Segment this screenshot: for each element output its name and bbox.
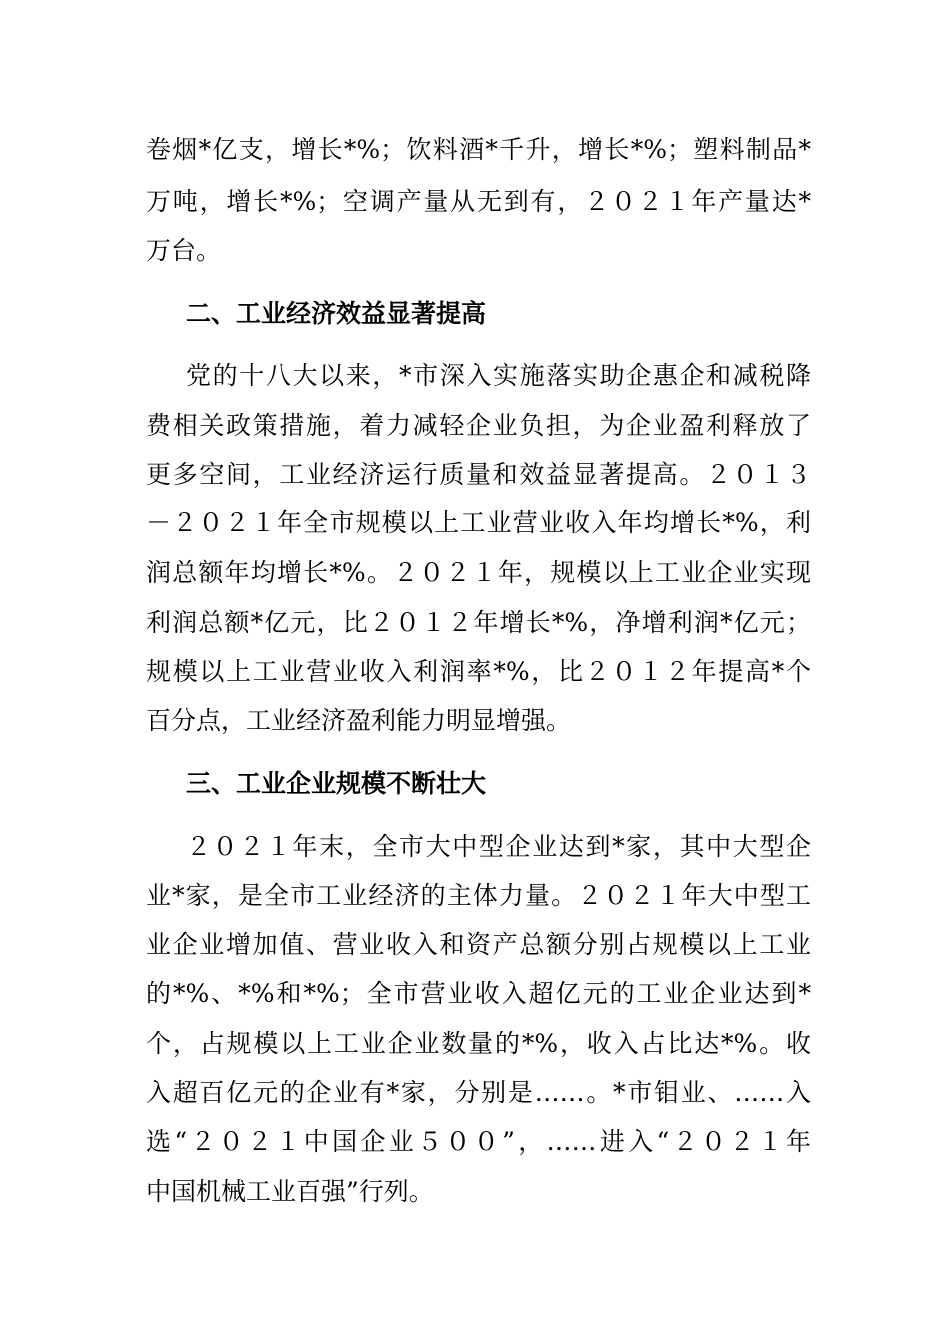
section3-line-4: 的*%、*%和*%；全市营业收入超亿元的工业企业达到* (146, 979, 811, 1008)
section3-line-5: 个，占规模以上工业企业数量的*%，收入占比达*%。收 (146, 1029, 811, 1058)
section3-heading: 三、工业企业规模不断壮大 (186, 769, 487, 798)
section3-line-7: 选“２０２１中国企业５００”，……进入“２０２１年 (146, 1127, 811, 1156)
section3-line-2: 业*家，是全市工业经济的主体力量。２０２１年大中型工 (146, 881, 811, 910)
section2-line-4: －２０２１年全市规模以上工业营业收入年均增长*%，利 (146, 508, 811, 537)
intro-line-1: 卷烟*亿支，增长*%；饮料酒*千升，增长*%；塑料制品* (146, 135, 811, 164)
section2-line-8: 百分点，工业经济盈利能力明显增强。 (146, 706, 572, 735)
section2-line-6: 利润总额*亿元，比２０１２年增长*%，净增利润*亿元； (146, 608, 811, 637)
section2-line-3: 更多空间，工业经济运行质量和效益显著提高。２０１３ (146, 460, 811, 489)
section3-line-3: 业企业增加值、营业收入和资产总额分别占规模以上工业 (146, 930, 811, 959)
intro-line-2: 万吨，增长*%；空调产量从无到有，２０２１年产量达* (146, 187, 811, 216)
intro-line-3: 万台。 (146, 236, 222, 265)
section3-line-6: 入超百亿元的企业有*家，分别是……。*市钼业、……入 (146, 1078, 811, 1107)
section2-line-1: 党的十八大以来，*市深入实施落实助企惠企和减税降 (186, 361, 811, 390)
section2-line-7: 规模以上工业营业收入利润率*%，比２０１２年提高*个 (146, 657, 811, 686)
section3-line-1: ２０２１年末，全市大中型企业达到*家，其中大型企 (186, 832, 811, 861)
section3-line-8: 中国机械工业百强”行列。 (146, 1177, 434, 1206)
section2-heading: 二、工业经济效益显著提高 (186, 299, 487, 328)
section2-line-2: 费相关政策措施，着力减轻企业负担，为企业盈利释放了 (146, 411, 811, 440)
section2-line-5: 润总额年均增长*%。２０２１年，规模以上工业企业实现 (146, 558, 811, 587)
